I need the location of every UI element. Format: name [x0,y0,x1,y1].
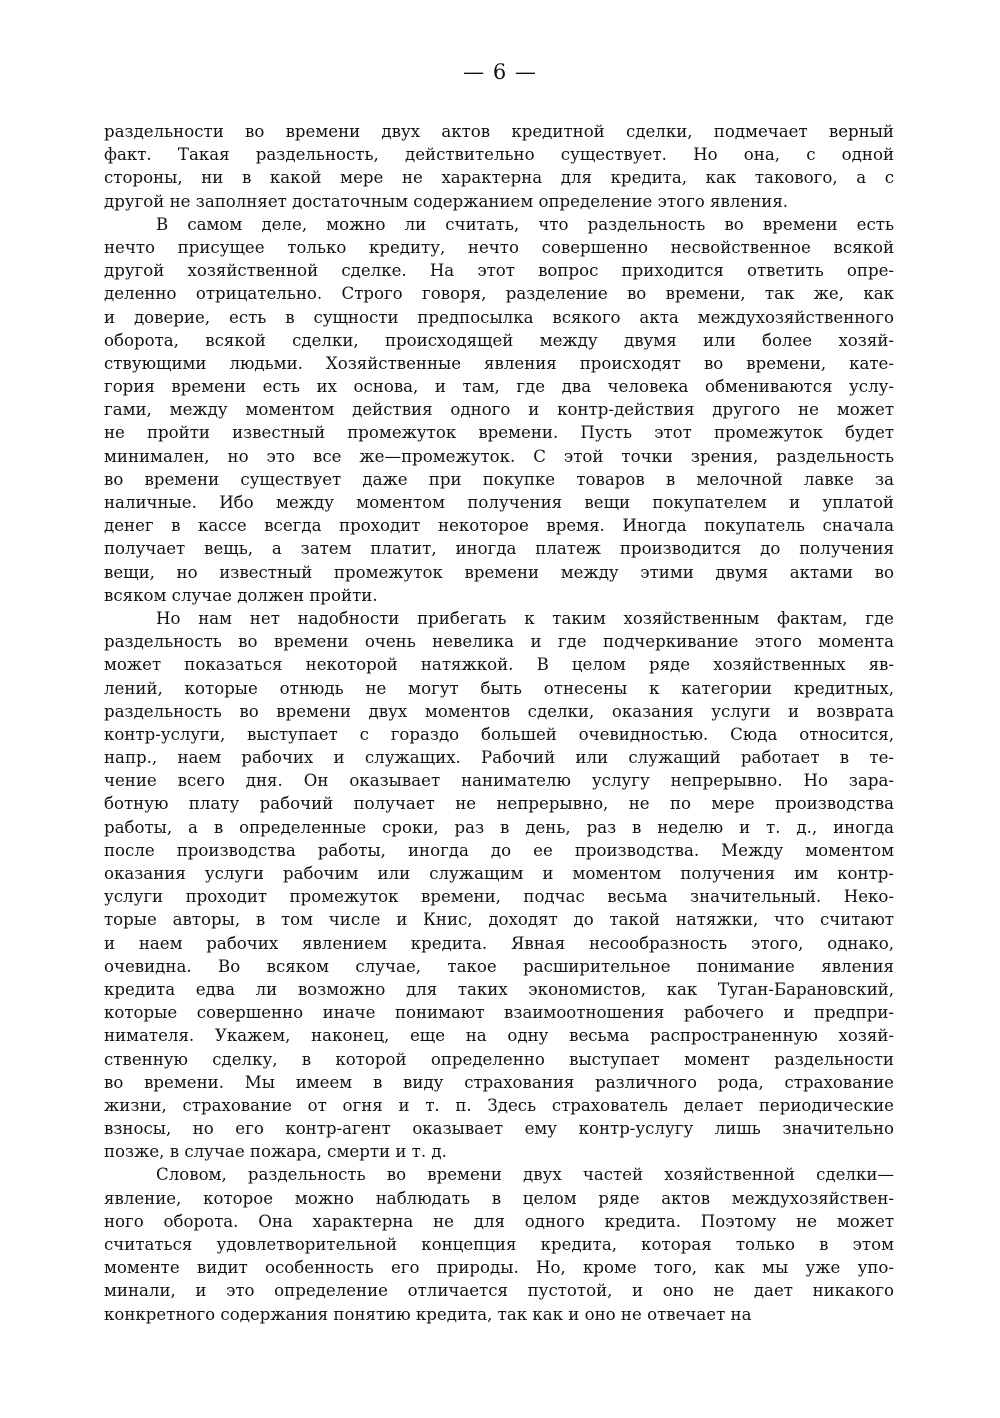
text-line: оказания услуги рабочим или служащим и моментом получения им контр- [104,864,894,883]
text-line: кредита едва ли возможно для таких экономистов, как Туган-Барановский, [104,979,894,999]
text-line: факт. Такая раздельность, действительно существует. Но она, с одной [104,145,894,165]
text-line: денег в кассе всегда проходит некоторое время. Иногда покупатель сначала [104,516,894,536]
text-line: Но нам нет надобности прибегать к таким хозяйственным фактам, где [156,608,894,628]
text-line: вещи, но известный промежуток времени между этими двумя актами во [104,562,894,582]
text-line: не пройти известный промежуток времени. Пусть этот промежуток будет [104,423,894,443]
text-line: гория времени есть их основа, и там, где два человека обмениваются услу- [104,377,894,397]
text-line: моменте видит особенность его природы. Но, кроме того, как мы уже упо- [104,1258,894,1278]
text-line: явление, которое можно наблюдать в целом ряде актов междухозяйствен- [104,1188,894,1208]
paragraph [104,213,894,607]
text-line: минимален, но это все же—промежуток. С этой точки зрения, раздельность [104,446,894,466]
text-line: раздельность во времени двух моментов сделки, оказания услуги и возврата [104,701,894,721]
text-line: минали, и это определение отличается пустотой, и оно не дает никакого [104,1281,894,1301]
text-line: контр-услуги, выступает с гораздо большей очевидностью. Сюда относится, [104,724,894,744]
page-number: — 6 — [463,60,537,84]
text-line: другой хозяйственной сделке. На этот вопрос приходится ответить опре- [104,261,894,281]
text-line: чение всего дня. Он оказывает нанимателю услугу непрерывно. Но зара- [104,771,894,791]
text-line: считаться удовлетворительной концепция кредита, которая только в этом [104,1235,894,1254]
text-line: услуги проходит промежуток времени, подчас весьма значительный. Неко- [104,887,894,907]
text-line: во времени существует даже при покупке товаров в мелочной лавке за [104,469,894,489]
text-line: очевидна. Во всяком случае, такое расширительное понимание явления [104,956,894,976]
text-line: и доверие, есть в сущности предпосылка всякого акта междухозяйственного [104,307,894,327]
text-line: может показаться некоторой натяжкой. В целом ряде хозяйственных яв- [104,655,894,675]
text-line: деленно отрицательно. Строго говоря, разделение во времени, так же, как [104,284,894,304]
text-line: В самом деле, можно ли считать, что раздельность во времени есть [156,214,894,234]
text-line: стороны, ни в какой мере не характерна для кредита, как такового, а с [104,168,894,188]
text-line: взносы, но его контр-агент оказывает ему контр-услугу лишь значительно [104,1119,894,1139]
text-line: другой не заполняет достаточным содержанием определение этого явления. [104,191,789,211]
text-line: во времени. Мы имеем в виду страхования различного рода, страхование [104,1072,894,1092]
text-line: которые совершенно иначе понимают взаимоотношения рабочего и предпри- [104,1003,894,1023]
text-line: всяком случае должен пройти. [104,585,378,605]
text-line: после производства работы, иногда до ее производства. Между моментом [104,840,894,860]
text-line: гами, между моментом действия одного и контр-действия другого не может [104,400,894,420]
text-line: Словом, раздельность во времени двух частей хозяйственной сделки— [156,1165,894,1185]
text-line: раздельности во времени двух актов кредитной сделки, подмечает верный [104,122,894,141]
text-line: напр., наем рабочих и служащих. Рабочий или служащий работает в те- [104,748,894,768]
text-line: работы, а в определенные сроки, раз в день, раз в неделю и т. д., иногда [104,817,894,837]
text-line: ного оборота. Она характерна не для одного кредита. Поэтому не может [104,1211,894,1231]
paragraph [104,607,894,1164]
paragraph [104,120,894,213]
text-line: нимателя. Укажем, наконец, еще на одну весьма распространенную хозяй- [104,1026,894,1046]
text-line: ствующими людьми. Хозяйственные явления происходят во времени, кате- [104,353,894,373]
text-line: раздельность во времени очень невелика и где подчеркивание этого момента [104,632,894,652]
text-line: конкретного содержания понятию кредита, так как и оно не отвечает на [104,1304,752,1324]
text-line: позже, в случае пожара, смерти и т. д. [104,1142,447,1162]
body-text [104,120,894,1326]
paragraph [104,1163,894,1325]
text-line: нечто присущее только кредиту, нечто совершенно несвойственное всякой [104,237,894,257]
text-line: жизни, страхование от огня и т. п. Здесь страхователь делает периодические [104,1095,894,1115]
text-line: лений, которые отнюдь не могут быть отнесены к категории кредитных, [104,678,894,698]
text-line: ственную сделку, в которой определенно выступает момент раздельности [104,1049,894,1069]
text-line: наличные. Ибо между моментом получения вещи покупателем и уплатой [104,493,894,512]
text-line: ботную плату рабочий получает не непрерывно, не по мере производства [104,794,894,814]
text-line: и наем рабочих явлением кредита. Явная несообразность этого, однако, [104,933,894,953]
text-line: получает вещь, а затем платит, иногда платеж производится до получения [104,539,894,559]
text-line: оборота, всякой сделки, происходящей между двумя или более хозяй- [104,330,894,350]
text-line: торые авторы, в том числе и Книс, доходят до такой натяжки, что считают [104,910,894,930]
